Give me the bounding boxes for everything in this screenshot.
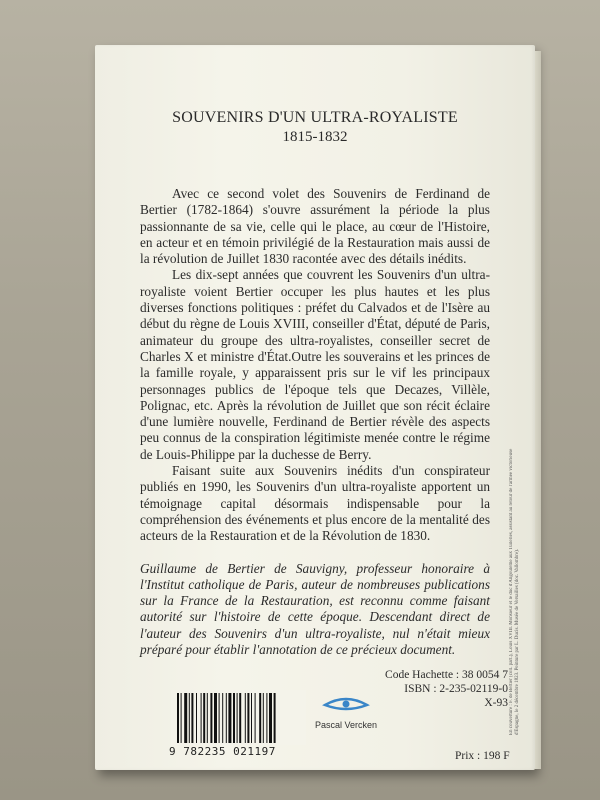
barcode xyxy=(171,690,306,745)
barcode-bar xyxy=(203,693,205,743)
barcode-bar xyxy=(259,693,261,743)
code-hachette: Code Hachette : 38 0054 7 xyxy=(385,669,508,681)
barcode-bar xyxy=(214,693,217,743)
barcode-bar xyxy=(228,693,231,743)
publisher-eye-logo-icon xyxy=(321,695,371,713)
barcode-bar xyxy=(196,693,197,743)
barcode-bar xyxy=(191,693,193,743)
isbn: ISBN : 2-235-02119-0 xyxy=(404,683,508,695)
barcode-bar xyxy=(219,693,220,743)
cover-credit: En couverture : F. de Bertier (coll. part.), Louis XVIII. Monsieur et le duc d'Angoulême aux Tuileries, assistant au retour de l'armée victorieuse d'Espagne, le 2 décembre 1823. Peinture par L. Ducis. Musée de Versailles (doc. Vallombre). xyxy=(509,448,520,735)
book-back-cover xyxy=(95,45,535,770)
publisher-name: Pascal Vercken xyxy=(314,720,378,730)
barcode-number: 9 782235 021197 xyxy=(169,745,276,758)
author-bio: Guillaume de Bertier de Sauvigny, professeur honoraire à l'Institut catholique de Paris, auteur de nombreuses publications sur la France de la Restauration, est reconnu comme faisant autorité sur l'histoire de cette époque. Descendant direct de l'auteur des Souvenirs d'un ultra-royaliste, nul n'était mieux préparé pour établir l'annotation de ce précieux document. xyxy=(140,560,490,658)
barcode-bar xyxy=(181,693,182,743)
barcode-bar xyxy=(274,693,276,743)
barcode-bar xyxy=(222,693,223,743)
blurb-paragraph-2: Les dix-sept années que couvrent les Souvenirs d'un ultra-royaliste voient Bertier occuper les plus hautes et les plus diverses fonctions politiques : préfet du Calvados et de l'Isère au début du règne de Louis XVIII, conseiller d'État, député de Paris, animateur du groupe des ultra-royalistes, conseiller secret de Charles X et ministre d'État.Outre les souverains et les princes de la famille royale, y apparaissent pris sur le vif les principaux personnages publics de l'époque tels que Decazes, Villèle, Polignac, etc. Après la révolution de Juillet que son récit éclaire d'une lumière nouvelle, Ferdinand de Bertier révèle des aspects peu connus de la conspiration légitimiste menée contre le régime de Louis-Philippe par la duchesse de Berry. xyxy=(140,267,490,462)
barcode-bar xyxy=(269,693,272,743)
barcode-bar xyxy=(207,693,208,743)
barcode-bar xyxy=(184,693,187,743)
barcode-bar xyxy=(233,693,235,743)
book-meta xyxy=(378,668,508,710)
barcode-bar xyxy=(251,693,252,743)
barcode-bar xyxy=(210,693,212,743)
barcode-bar xyxy=(247,693,249,743)
barcode-bar xyxy=(239,693,241,743)
barcode-bar xyxy=(201,693,202,743)
barcode-bar xyxy=(237,693,238,743)
barcode-bar xyxy=(255,693,256,743)
barcode-graphic xyxy=(171,690,306,745)
barcode-bar xyxy=(245,693,246,743)
price: Prix : 198 F xyxy=(455,750,510,762)
blurb-paragraph-1: Avec ce second volet des Souvenirs de Ferdinand de Bertier (1782-1864) s'ouvre assurément la période la plus passionnante de sa vie, celle qui le place, au cœur de l'Histoire, en acteur et en témoin privilégié de la Restauration mais aussi de la révolution de Juillet 1830 racontée avec des détails inédits. xyxy=(140,186,490,267)
book-years: 1815-1832 xyxy=(282,129,348,145)
blurb xyxy=(140,186,490,658)
barcode-bar xyxy=(263,693,264,743)
blurb-paragraph-3: Faisant suite aux Souvenirs inédits d'un conspirateur publiés en 1990, les Souvenirs d'un ultra-royaliste apportent un témoignage capital désormais indispensable pour la compréhension des événements et plus encore de la mentalité des acteurs de la Restauration et de la Révolution de 1830. xyxy=(140,463,490,544)
barcode-bar xyxy=(177,693,179,743)
publisher xyxy=(311,695,381,730)
barcode-bar xyxy=(266,693,267,743)
book-page-edge xyxy=(535,51,541,769)
reference: X-93 xyxy=(484,697,508,709)
book-title: SOUVENIRS D'UN ULTRA-ROYALISTE xyxy=(172,109,458,126)
barcode-bar xyxy=(189,693,190,743)
barcode-bar xyxy=(226,693,227,743)
